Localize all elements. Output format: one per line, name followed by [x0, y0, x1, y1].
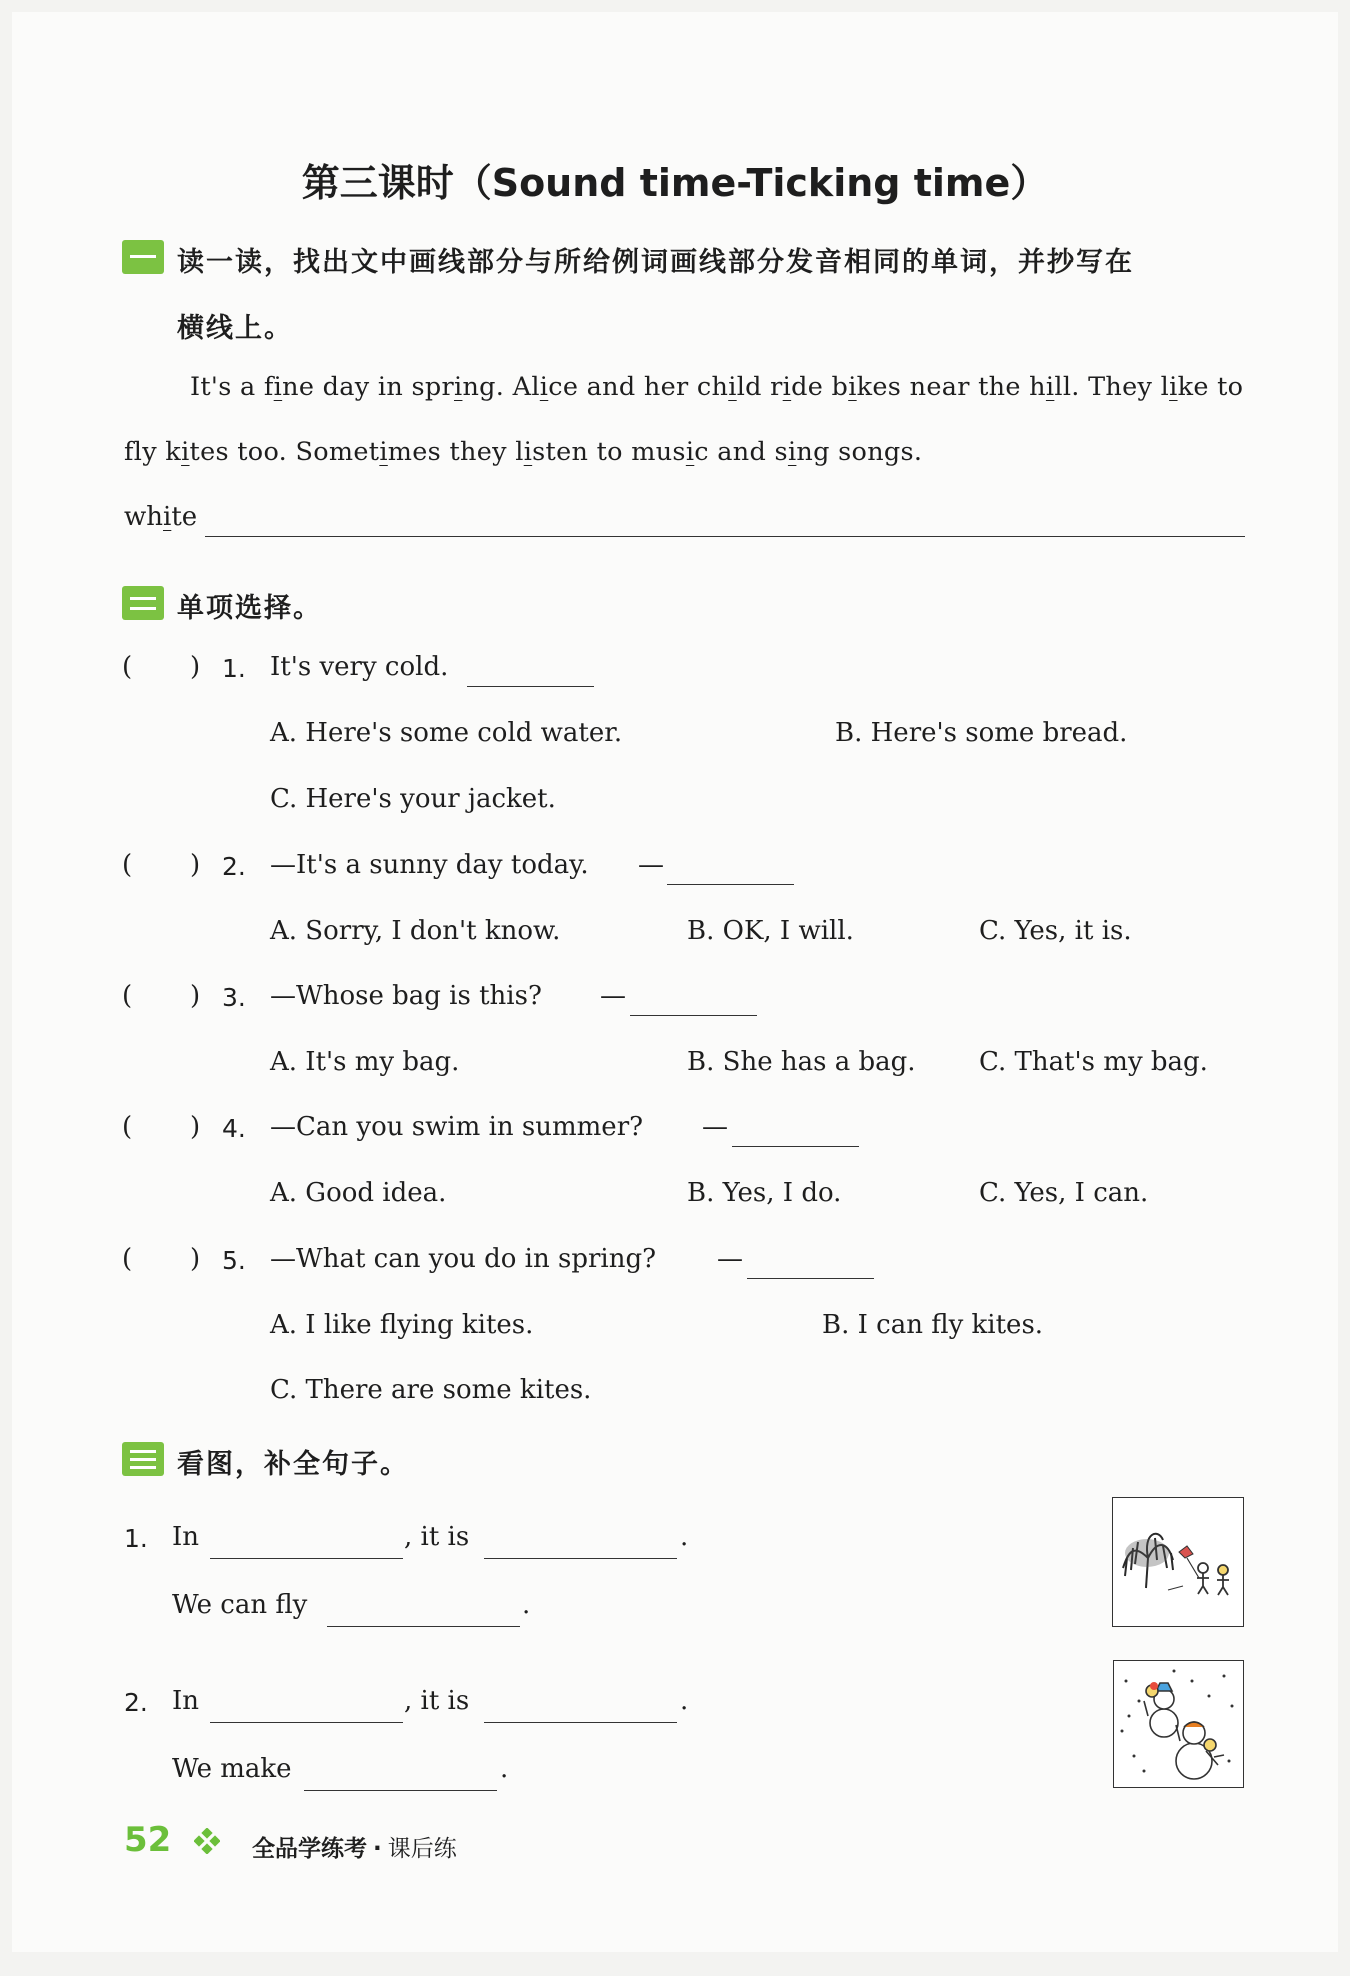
question-1-stem: It's very cold. [270, 652, 449, 682]
answer-blank-3[interactable] [630, 1015, 757, 1016]
question-number-4: 4. [222, 1114, 246, 1143]
question-4-option-a: A. Good idea. [270, 1178, 447, 1208]
footer-book-title [252, 1830, 457, 1863]
question-2-reply-dash: — [638, 850, 664, 880]
question-5-reply-dash: — [717, 1244, 743, 1274]
section-2-instruction: 单项选择。 [177, 593, 322, 624]
answer-line-section-1[interactable] [205, 536, 1245, 537]
answer-blank-5[interactable] [747, 1278, 874, 1279]
item-1-in: In [172, 1522, 200, 1552]
question-5-option-b: B. I can fly kites. [822, 1310, 1044, 1340]
page-number: 52 [124, 1820, 172, 1860]
item-1-blank-line2[interactable] [327, 1626, 520, 1627]
question-1-option-a: A. Here's some cold water. [270, 718, 623, 748]
item-number-1: 1. [124, 1524, 148, 1553]
section-1-instruction-cont: 横线上。 [177, 313, 293, 344]
question-4-option-b: B. Yes, I do. [687, 1178, 842, 1208]
worksheet-page [12, 12, 1338, 1952]
answer-blank-1[interactable] [467, 686, 594, 687]
clover-icon [194, 1828, 220, 1858]
answer-bracket-4[interactable]: ( ) [122, 1112, 201, 1142]
question-3-option-b: B. She has a bag. [687, 1047, 916, 1077]
item-1-it-is: , it is [404, 1522, 470, 1552]
item-2-blank-weather[interactable] [484, 1722, 677, 1723]
question-5-option-a: A. I like flying kites. [270, 1310, 534, 1340]
question-3-stem: —Whose bag is this? [270, 981, 542, 1011]
book-title: 全品学练考 [252, 1836, 367, 1862]
section-1-badge [122, 240, 164, 274]
question-1-option-c: C. Here's your jacket. [270, 784, 556, 814]
question-number-2: 2. [222, 852, 246, 881]
item-2-it-is: , it is [404, 1686, 470, 1716]
section-3-badge [122, 1442, 164, 1476]
item-2-line2: We make [172, 1754, 292, 1784]
question-4-reply-dash: — [702, 1112, 728, 1142]
answer-blank-2[interactable] [667, 884, 794, 885]
section-2-badge [122, 586, 164, 620]
question-1-option-b: B. Here's some bread. [835, 718, 1128, 748]
item-2-period: . [680, 1686, 689, 1716]
answer-bracket-2[interactable]: ( ) [122, 850, 201, 880]
question-2-stem: —It's a sunny day today. [270, 850, 589, 880]
section-1-instruction: 读一读，找出文中画线部分与所给例词画线部分发音相同的单词，并抄写在 [177, 247, 1134, 278]
question-number-5: 5. [222, 1246, 246, 1275]
example-word: white [124, 502, 198, 532]
item-1-line2-end: . [522, 1590, 531, 1620]
item-2-blank-season[interactable] [210, 1722, 403, 1723]
passage-line-1: It's a fine day in spring. Alice and her child ride bikes near the hill. They like to [190, 372, 1244, 402]
item-1-blank-weather[interactable] [484, 1558, 677, 1559]
question-number-3: 3. [222, 983, 246, 1012]
item-number-2: 2. [124, 1688, 148, 1717]
question-5-option-c: C. There are some kites. [270, 1375, 592, 1405]
passage-line-2: fly kites too. Sometimes they listen to music and sing songs. [124, 437, 923, 467]
item-2-blank-line2[interactable] [304, 1790, 497, 1791]
question-3-option-c: C. That's my bag. [979, 1047, 1208, 1077]
item-1-line2: We can fly [172, 1590, 308, 1620]
section-3-instruction: 看图，补全句子。 [177, 1449, 409, 1480]
question-4-stem: —Can you swim in summer? [270, 1112, 644, 1142]
answer-blank-4[interactable] [732, 1146, 859, 1147]
spring-kite-picture [1112, 1497, 1244, 1627]
question-3-option-a: A. It's my bag. [270, 1047, 460, 1077]
question-2-option-b: B. OK, I will. [687, 916, 854, 946]
answer-bracket-5[interactable]: ( ) [122, 1244, 201, 1274]
question-3-reply-dash: — [600, 981, 626, 1011]
question-2-option-c: C. Yes, it is. [979, 916, 1132, 946]
answer-bracket-3[interactable]: ( ) [122, 981, 201, 1011]
item-1-period: . [680, 1522, 689, 1552]
question-number-1: 1. [222, 654, 246, 683]
footer-dot: · [373, 1836, 382, 1862]
item-1-blank-season[interactable] [210, 1558, 403, 1559]
page-title: 第三课时（Sound time-Ticking time） [301, 161, 1049, 205]
item-2-in: In [172, 1686, 200, 1716]
question-4-option-c: C. Yes, I can. [979, 1178, 1149, 1208]
answer-bracket-1[interactable]: ( ) [122, 652, 201, 682]
question-2-option-a: A. Sorry, I don't know. [270, 916, 561, 946]
winter-snowman-picture [1113, 1660, 1244, 1788]
book-subtitle: 课后练 [387, 1836, 457, 1862]
item-2-line2-end: . [500, 1754, 509, 1784]
question-5-stem: —What can you do in spring? [270, 1244, 657, 1274]
